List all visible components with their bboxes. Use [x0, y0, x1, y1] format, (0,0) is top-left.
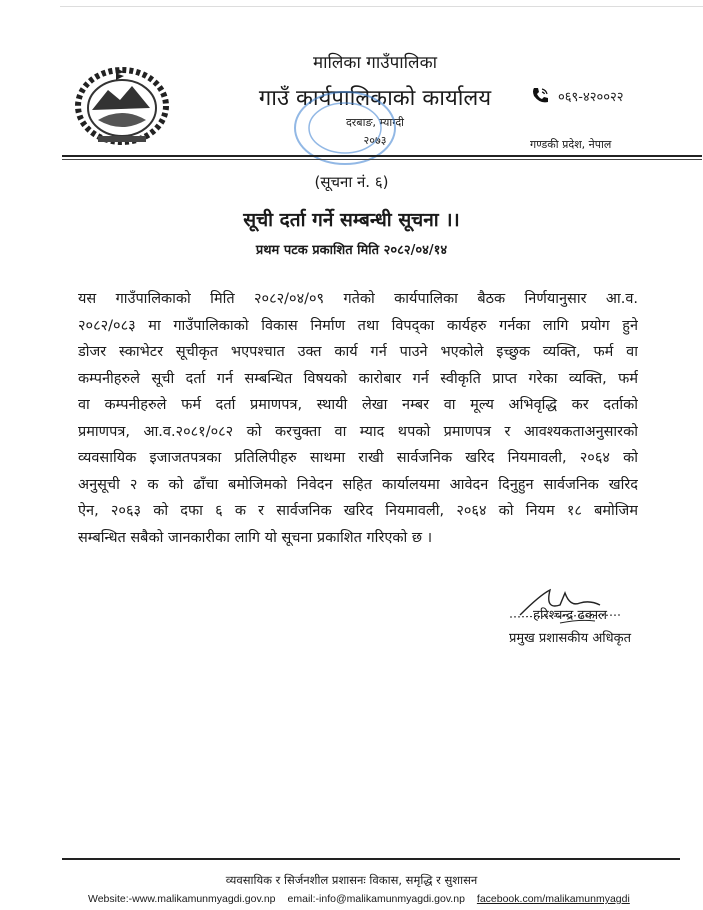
footer-divider: [62, 858, 680, 860]
body-line: यस गाउँपालिकाको मिति २०८२/०४/०९ गतेको कार्यपालिका बैठक निर्णयानुसार आ.व.: [78, 291, 638, 307]
established-year: २०७३: [363, 134, 387, 147]
header-divider: [62, 155, 702, 157]
body-line: २०८२/०८३ मा गाउँपालिकाको विकास निर्माण तथा विपद्का कार्यहरु गर्नका लागि प्रयोग हुने: [78, 317, 638, 334]
body-line: डोजर स्काभेटर सूचीकृत भएपश्चात उक्त कार्य गर्न पाउने भएकोले इच्छुक व्यक्ति, फर्म वा: [78, 344, 638, 360]
page-edge: [60, 6, 703, 7]
office-name: गाउँ कार्यपालिकाको कार्यालय: [258, 86, 492, 111]
footer-contacts: [88, 893, 630, 905]
header-divider-thin: [62, 159, 702, 160]
phone-number: ०६९-४२००२२: [558, 90, 624, 105]
nepal-emblem-icon: [70, 62, 174, 146]
email-link[interactable]: email:-info@malikamunmyagdi.gov.np: [287, 893, 465, 905]
body-line: सम्बन्धित सबैको जानकारीका लागि यो सूचना प्रकाशित गरिएको छ ।: [78, 529, 433, 546]
body-line: कम्पनीहरुले सूची दर्ता गर्न सम्बन्धित विषयको कारोबार गर्न स्वीकृति प्राप्त गरेका व्यक्ति, फर्म: [78, 370, 638, 387]
website-link[interactable]: Website:-www.malikamunmyagdi.gov.np: [88, 893, 276, 905]
municipality-name: मालिका गाउँपालिका: [312, 53, 438, 73]
body-line: अनुसूची २ क को ढाँचा बमोजिमको निवेदन सहित कार्यालयमा आवेदन दिनुहुन सार्वजनिक खरिद: [78, 476, 638, 493]
notice-title: सूची दर्ता गर्ने सम्बन्धी सूचना ।।: [243, 209, 460, 231]
facebook-link[interactable]: facebook.com/malikamunmyagdi: [476, 893, 630, 905]
body-line: प्रमाणपत्र, आ.व.२०८१/०८२ को करचुक्ता वा म्याद थपको प्रमाणपत्र र आवश्यकताअनुसारको: [78, 423, 638, 440]
notice-body: [78, 286, 638, 551]
phone-icon: [530, 86, 550, 106]
signatory-name: हरिश्चन्द्र ढकाल: [533, 608, 607, 623]
province: गण्डकी प्रदेश, नेपाल: [530, 138, 612, 151]
signatory-title: प्रमुख प्रशासकीय अधिकृत: [508, 631, 632, 646]
published-date: प्रथम पटक प्रकाशित मिति २०८२/०४/१४: [255, 243, 448, 258]
footer-slogan: व्यवसायिक र सिर्जनशील प्रशासनः विकास, समृद्धि र सुशासन: [225, 873, 478, 887]
office-address: दरबाङ, म्याग्दी: [345, 116, 405, 129]
body-line: ऐन, २०६३ को दफा ६ क र सार्वजनिक खरिद नियमावली, २०६४ को नियम १८ बमोजिम: [78, 503, 638, 519]
phone-contact: [530, 86, 624, 106]
body-line: वा कम्पनीहरुले फर्म दर्ता प्रमाणपत्र, स्थायी लेखा नम्बर वा मूल्य अभिवृद्धि कर दर्ताको: [78, 397, 638, 413]
notice-number: (सूचना नं. ६): [314, 173, 389, 191]
body-line: व्यवसायिक इजाजतपत्रका प्रतिलिपीहरु साथमा राखी सार्वजनिक खरिद नियमावली, २०६४ को: [78, 450, 638, 466]
